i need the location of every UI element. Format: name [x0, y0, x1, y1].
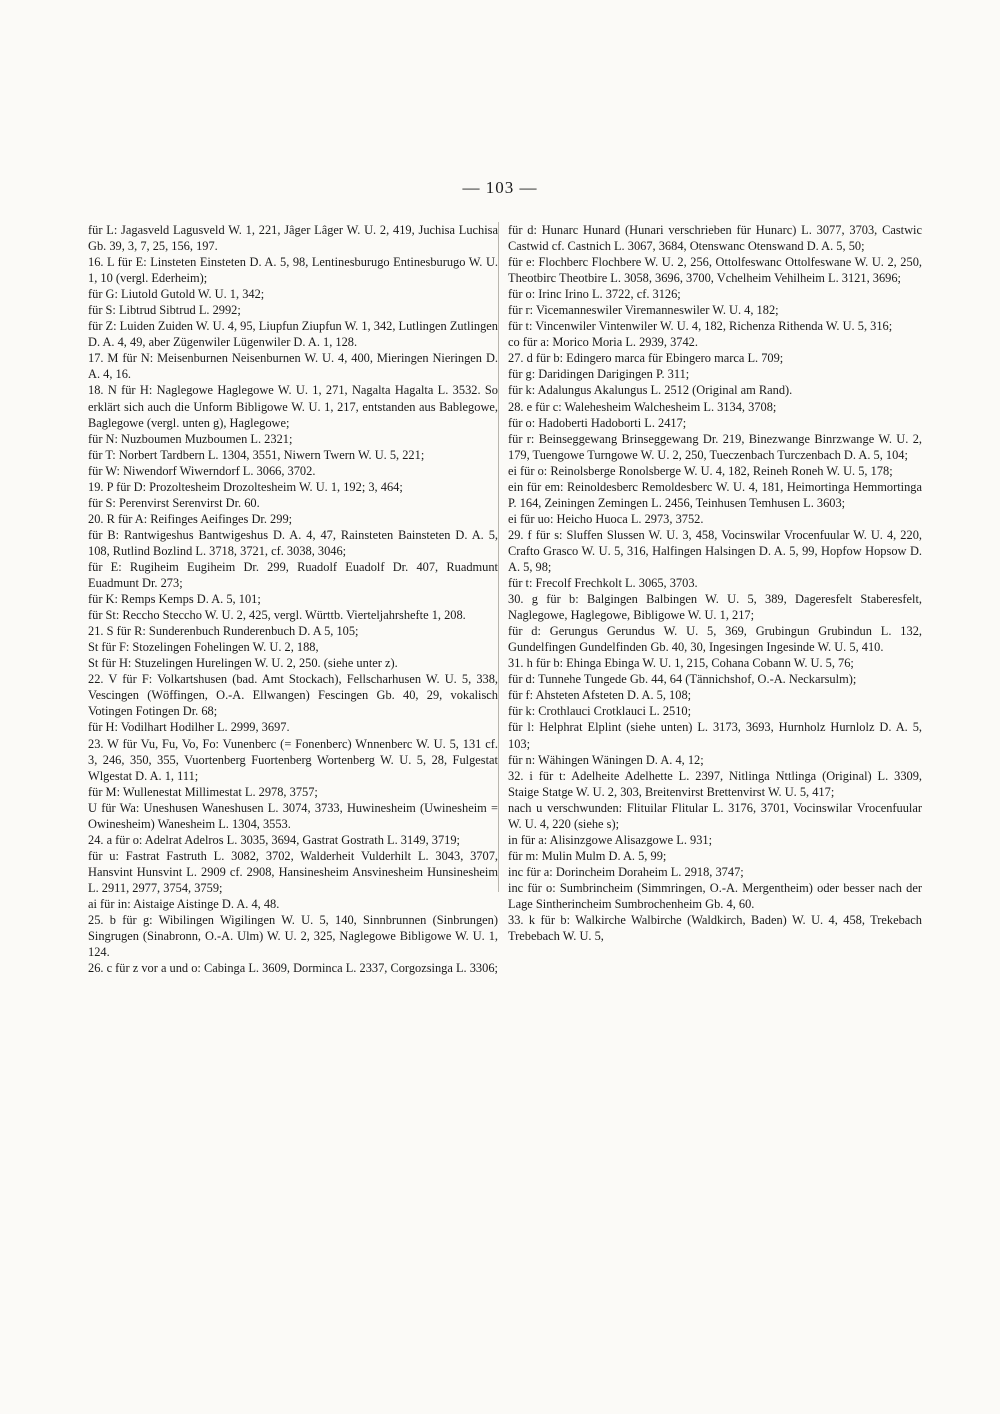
- paragraph: ai für in: Aistaige Aistinge D. A. 4, 48.: [88, 896, 280, 911]
- paragraph: für Z: Luiden Zuiden W. U. 4, 95, Liupfun Ziupfun W. 1, 342, Lutlingen Zutlingen D. A. 4, 49, aber Zügenwiler Lügenwiler D. A. 1, 128.: [88, 319, 498, 350]
- paragraph: für N: Nuzboumen Muzboumen L. 2321;: [88, 431, 293, 446]
- paragraph: für r: Vicemanneswiler Viremanneswiler W. U. 4, 182;: [508, 303, 779, 318]
- paragraph: 22. V für F: Volkartshusen (bad. Amt Stockach), Fellscharhusen W. U. 5, 338, Vescingen (Wöffingen, O.-A. Ellwangen) Fescingen Gb. 40, 29, vokalisch Votingen Fotingen Dr. 68;: [88, 672, 498, 719]
- paragraph: für o: Irinc Irino L. 3722, cf. 3126;: [508, 287, 681, 302]
- paragraph: für k: Adalungus Akalungus L. 2512 (Original am Rand).: [508, 383, 793, 398]
- paragraph: für T: Norbert Tardbern L. 1304, 3551, Niwern Twern W. U. 5, 221;: [88, 447, 425, 462]
- paragraph: für m: Mulin Mulm D. A. 5, 99;: [508, 848, 667, 863]
- paragraph: 30. g für b: Balgingen Balbingen W. U. 5, 389, Dageresfelt Staberesfelt, Naglegowe, Haglegowe, Bibligowe W. U. 1, 217;: [508, 592, 922, 623]
- paragraph: für g: Daridingen Darigingen P. 311;: [508, 367, 690, 382]
- paragraph: für d: Hunarc Hunard (Hunari verschrieben für Hunarc) L. 3077, 3703, Castwic Castwid cf. Castnich L. 3067, 3684, Otenswanc Otenswand D. A. 5, 50;: [508, 223, 922, 254]
- paragraph: für r: Beinseggewang Brinseggewang Dr. 219, Binezwange Binrzwange W. U. 2, 179, Tuengowe Turngowe W. U. 2, 250, Tueczenbach Turczenbach D. A. 5, 104;: [508, 431, 922, 462]
- paragraph: für t: Vincenwiler Vintenwiler W. U. 4, 182, Richenza Rithenda W. U. 5, 316;: [508, 319, 893, 334]
- paragraph: 32. i für t: Adelheite Adelhette L. 2397, Nitlinga Nttlinga (Original) L. 3309, Staige Statge W. U. 2, 303, Breitenvirst Brettenvirst W. U. 5, 417;: [508, 768, 922, 799]
- left-column: [88, 222, 498, 976]
- paragraph: für St: Reccho Steccho W. U. 2, 425, vergl. Württb. Vierteljahrshefte 1, 208.: [88, 608, 466, 623]
- paragraph: für W: Niwendorf Wiwerndorf L. 3066, 3702.: [88, 463, 316, 478]
- paragraph: 24. a für o: Adelrat Adelros L. 3035, 3694, Gastrat Gostrath L. 3149, 3719;: [88, 832, 461, 847]
- paragraph: für d: Gerungus Gerundus W. U. 5, 369, Grubingun Grubindun L. 132, Gundelfingen Gundelfinden Gb. 40, 30, Ingesingen Ingesinde W. U. 5, 410.: [508, 624, 922, 655]
- paragraph: für e: Flochberc Flochbere W. U. 2, 256, Ottolfeswanc Ottolfeswane W. U. 2, 250, Theotbirc Theotbire L. 3058, 3696, 3700, Vchelheim Vehilheim L. 3121, 3696;: [508, 255, 922, 286]
- paragraph: für B: Rantwigeshus Bantwigeshus D. A. 4, 47, Rainsteten Bainsteten D. A. 5, 108, Rutlind Bozlind L. 3718, 3721, cf. 3038, 3046;: [88, 527, 498, 558]
- paragraph: 31. h für b: Ehinga Ebinga W. U. 1, 215, Cohana Cobann W. U. 5, 76;: [508, 656, 854, 671]
- page-number: — 103 —: [462, 178, 538, 197]
- paragraph: 25. b für g: Wibilingen Wigilingen W. U. 5, 140, Sinnbrunnen (Sinbrungen) Singrugen (Sinabronn, O.-A. Ulm) W. U. 2, 325, Naglegowe Bibligowe W. U. 1, 124.: [88, 913, 498, 960]
- paragraph: für d: Tunnehe Tungede Gb. 44, 64 (Tännichshof, O.-A. Neckarsulm);: [508, 672, 857, 687]
- paragraph: ei für o: Reinolsberge Ronolsberge W. U. 4, 182, Reineh Roneh W. U. 5, 178;: [508, 463, 893, 478]
- paragraph: für H: Vodilhart Hodilher L. 2999, 3697.: [88, 720, 290, 735]
- paragraph: für M: Wullenestat Millimestat L. 2978, 3757;: [88, 784, 318, 799]
- paragraph: für u: Fastrat Fastruth L. 3082, 3702, Walderheit Vulderhilt L. 3043, 3707, Hansvint Hunsvint L. 2909 cf. 2908, Hansinesheim Ansvinesheim Hunsinesheim L. 2911, 2977, 3754, 3759;: [88, 848, 498, 895]
- paragraph: für k: Crothlauci Crotklauci L. 2510;: [508, 704, 692, 719]
- paragraph: 17. M für N: Meisenburnen Neisenburnen W. U. 4, 400, Mieringen Nieringen D. A. 4, 16.: [88, 351, 498, 382]
- paragraph: nach u verschwunden: Flituilar Flitular L. 3176, 3701, Vocinswilar Vrocenfuular W. U. 4, 220 (siehe s);: [508, 800, 922, 831]
- paragraph: inc für o: Sumbrincheim (Simmringen, O.-A. Mergentheim) oder besser nach der Lage Sintherincheim Sumbrochenheim Gb. 4, 60.: [508, 880, 922, 911]
- paragraph: für S: Perenvirst Serenvirst Dr. 60.: [88, 495, 260, 510]
- paragraph: 16. L für E: Linsteten Einsteten D. A. 5, 98, Lentinesburugo Entinesburugo W. U. 1, 10 (vergl. Ederheim);: [88, 255, 498, 286]
- paragraph: co für a: Morico Moria L. 2939, 3742.: [508, 335, 698, 350]
- paragraph: 23. W für Vu, Fu, Vo, Fo: Vunenberc (= Fonenberc) Wnnenberc W. U. 5, 131 cf. 3, 246, 350, 355, Vuortenberg Fuortenberg Wortenberg W. U. 5, 28, Fulgestat Wlgestat D. A. 1, 111;: [88, 736, 498, 783]
- paragraph: für G: Liutold Gutold W. U. 1, 342;: [88, 287, 265, 302]
- paragraph: ein für em: Reinoldesberc Remoldesberc W. U. 4, 181, Heimortinga Hemmortinga P. 164, Zeiningen Zemingen L. 2456, Teinhusen Temhusen L. 3603;: [508, 479, 922, 510]
- paragraph: für K: Remps Kemps D. A. 5, 101;: [88, 592, 261, 607]
- paragraph: für S: Libtrud Sibtrud L. 2992;: [88, 303, 241, 318]
- right-column: [508, 222, 922, 944]
- paragraph: 33. k für b: Walkirche Walbirche (Waldkirch, Baden) W. U. 4, 458, Trekebach Trebebach W. U. 5,: [508, 913, 922, 944]
- paragraph: St für F: Stozelingen Fohelingen W. U. 2, 188,: [88, 640, 319, 655]
- paragraph: 20. R für A: Reifinges Aeifinges Dr. 299;: [88, 511, 293, 526]
- column-divider: [498, 222, 499, 892]
- paragraph: 18. N für H: Naglegowe Haglegowe W. U. 1, 271, Nagalta Hagalta L. 3532. So erklärt sich auch die Unform Bibligowe W. U. 1, 217, entstanden aus Bablegowe, Baglegowe (vergl. unten g), Haglegowe;: [88, 383, 498, 430]
- paragraph: ei für uo: Heicho Huoca L. 2973, 3752.: [508, 511, 704, 526]
- paragraph: St für H: Stuzelingen Hurelingen W. U. 2, 250. (siehe unter z).: [88, 656, 398, 671]
- paragraph: 28. e für c: Walehesheim Walchesheim L. 3134, 3708;: [508, 399, 777, 414]
- paragraph: für l: Helphrat Elplint (siehe unten) L. 3173, 3693, Hurnholz Hurnlolz D. A. 5, 103;: [508, 720, 922, 751]
- paragraph: 21. S für R: Sunderenbuch Runderenbuch D. A 5, 105;: [88, 624, 359, 639]
- paragraph: 29. f für s: Sluffen Slussen W. U. 3, 458, Vocinswilar Vrocenfuular W. U. 4, 220, Crafto Grasco W. U. 5, 316, Halfingen Halsingen D. A. 5, 99, Hopfow Hopsow D. A. 5, 98;: [508, 527, 922, 574]
- paragraph: U für Wa: Uneshusen Waneshusen L. 3074, 3733, Huwinesheim (Uwinesheim = Owinesheim) Wanesheim L. 1304, 3553.: [88, 800, 498, 831]
- paragraph: für E: Rugiheim Eugiheim Dr. 299, Ruadolf Euadolf Dr. 407, Ruadmunt Euadmunt Dr. 273;: [88, 559, 498, 591]
- paragraph: für f: Ahsteten Afsteten D. A. 5, 108;: [508, 688, 692, 703]
- paragraph: für L: Jagasveld Lagusveld W. 1, 221, Jâger Lâger W. U. 2, 419, Juchisa Luchisa Gb. 39, 3, 7, 25, 156, 197.: [88, 223, 498, 254]
- paragraph: 27. d für b: Edingero marca für Ebingero marca L. 709;: [508, 351, 784, 366]
- paragraph: für o: Hadoberti Hadoborti L. 2417;: [508, 415, 687, 430]
- paragraph: in für a: Alisinzgowe Alisazgowe L. 931;: [508, 832, 713, 847]
- paragraph: für t: Frecolf Frechkolt L. 3065, 3703.: [508, 576, 698, 591]
- paragraph: für n: Wähingen Wäningen D. A. 4, 12;: [508, 752, 704, 767]
- paragraph: 19. P für D: Prozoltesheim Drozoltesheim W. U. 1, 192; 3, 464;: [88, 479, 403, 494]
- paragraph: 26. c für z vor a und o: Cabinga L. 3609, Dorminca L. 2337, Corgozsinga L. 3306;: [88, 961, 498, 976]
- paragraph: inc für a: Dorincheim Doraheim L. 2918, 3747;: [508, 864, 744, 879]
